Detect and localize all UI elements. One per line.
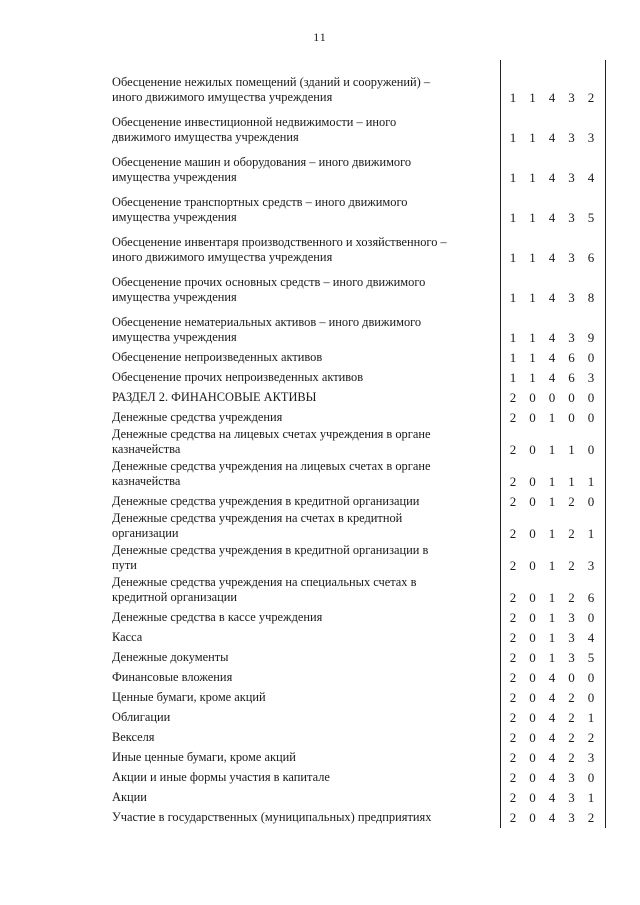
- account-code: [502, 770, 604, 785]
- account-code-digit: 1: [529, 370, 536, 385]
- account-code-digit: 9: [587, 330, 595, 345]
- table-row: [110, 728, 606, 745]
- table-row: [110, 425, 606, 457]
- account-code-digit: 3: [568, 790, 575, 805]
- account-code-digit: 2: [509, 474, 517, 489]
- account-code-digit: 2: [568, 690, 575, 705]
- account-code-digit: 1: [548, 494, 556, 509]
- account-code: [502, 90, 604, 105]
- account-code-digit: 3: [587, 370, 595, 385]
- account-code-digit: 4: [548, 750, 556, 765]
- account-code-digit: 2: [509, 630, 517, 645]
- account-code-digit: 0: [529, 410, 536, 425]
- account-code: [502, 750, 604, 765]
- account-name: Обесценение прочих основных средств – иного движимого имущества учреждения: [112, 275, 426, 304]
- account-code-digit: 1: [509, 170, 517, 185]
- account-code-digit: 1: [548, 526, 556, 541]
- account-code-digit: 5: [587, 210, 595, 225]
- account-code-digit: 1: [509, 250, 517, 265]
- table-row: [110, 648, 606, 665]
- account-code-digit: 1: [529, 350, 536, 365]
- account-name: Касса: [112, 630, 143, 644]
- account-code: [502, 390, 604, 405]
- account-code-digit: 3: [568, 770, 575, 785]
- account-code-digit: 2: [509, 650, 517, 665]
- account-code-digit: 1: [548, 410, 556, 425]
- account-code-digit: 1: [548, 558, 556, 573]
- table-row: [110, 113, 606, 145]
- account-code-digit: 0: [587, 410, 595, 425]
- account-code-digit: 1: [529, 130, 536, 145]
- account-code-digit: 4: [548, 130, 556, 145]
- account-code: [502, 650, 604, 665]
- account-code-digit: 6: [568, 370, 575, 385]
- account-code: [502, 210, 604, 225]
- account-code-digit: 1: [548, 442, 556, 457]
- account-code-digit: 1: [529, 330, 536, 345]
- account-code: [502, 558, 604, 573]
- account-code-digit: 0: [529, 558, 536, 573]
- table-row: [110, 273, 606, 305]
- account-code-digit: 4: [548, 370, 556, 385]
- account-code-digit: 0: [529, 494, 536, 509]
- account-code-digit: 2: [568, 730, 575, 745]
- table-row: [110, 153, 606, 185]
- account-code-digit: 4: [548, 710, 556, 725]
- account-name: Облигации: [112, 710, 171, 724]
- account-code-digit: 3: [587, 750, 595, 765]
- account-name: Векселя: [112, 730, 155, 744]
- account-code-digit: 1: [509, 370, 517, 385]
- account-code-digit: 6: [587, 250, 595, 265]
- account-code-digit: 2: [509, 730, 517, 745]
- table-row: [110, 708, 606, 725]
- account-code-digit: 1: [587, 526, 595, 541]
- account-code-digit: 0: [529, 730, 536, 745]
- table-row: [110, 408, 606, 425]
- table-row: [110, 788, 606, 805]
- account-code-digit: 3: [568, 610, 575, 625]
- account-code-digit: 4: [548, 90, 556, 105]
- account-code-digit: 0: [587, 494, 595, 509]
- account-code-digit: 0: [587, 770, 595, 785]
- table-row: [110, 388, 606, 405]
- account-code-digit: 4: [548, 250, 556, 265]
- table-row: [110, 768, 606, 785]
- account-code-digit: 1: [548, 630, 556, 645]
- account-name: Обесценение нежилых помещений (зданий и сооружений) – иного движимого имущества учреждения: [112, 75, 431, 104]
- account-code-digit: 3: [568, 650, 575, 665]
- account-code: [502, 690, 604, 705]
- account-code: [502, 130, 604, 145]
- table-row: [110, 193, 606, 225]
- account-code-digit: 2: [509, 810, 517, 825]
- account-name: Обесценение инвестиционной недвижимости – иного движимого имущества учреждения: [112, 115, 397, 144]
- account-code: [502, 630, 604, 645]
- account-code-digit: 1: [568, 474, 575, 489]
- account-code-digit: 3: [568, 810, 575, 825]
- account-code-digit: 0: [568, 670, 575, 685]
- account-code-digit: 2: [587, 810, 595, 825]
- account-code-digit: 1: [509, 130, 517, 145]
- account-code-digit: 2: [509, 670, 517, 685]
- table-row: [110, 668, 606, 685]
- account-name: Обесценение инвентаря производственного и хозяйственного – иного движимого имущества учреждения: [112, 235, 447, 264]
- account-code-digit: 4: [548, 670, 556, 685]
- account-code-digit: 6: [587, 590, 595, 605]
- account-code-digit: 2: [509, 770, 517, 785]
- account-code: [502, 670, 604, 685]
- account-code-digit: 5: [587, 650, 595, 665]
- account-code-digit: 1: [509, 290, 517, 305]
- account-code-digit: 3: [587, 558, 595, 573]
- account-code-digit: 4: [548, 730, 556, 745]
- account-code-digit: 0: [529, 610, 536, 625]
- account-code-digit: 0: [568, 410, 575, 425]
- account-code-digit: 0: [568, 390, 575, 405]
- table-row: [110, 573, 606, 605]
- account-code-digit: 2: [587, 730, 595, 745]
- account-code: [502, 290, 604, 305]
- account-code-digit: 4: [548, 790, 556, 805]
- table-row: [110, 808, 606, 825]
- table-row: [110, 688, 606, 705]
- account-name: Денежные средства учреждения: [112, 410, 283, 424]
- account-code-digit: 0: [529, 630, 536, 645]
- account-code-digit: 6: [568, 350, 575, 365]
- account-code: [502, 810, 604, 825]
- table-row: [110, 541, 606, 573]
- account-code-digit: 2: [568, 558, 575, 573]
- account-code-digit: 0: [529, 750, 536, 765]
- account-code-digit: 0: [548, 390, 556, 405]
- account-code-digit: 0: [529, 770, 536, 785]
- account-code-digit: 0: [587, 442, 595, 457]
- account-code: [502, 494, 604, 509]
- account-code-digit: 3: [568, 290, 575, 305]
- account-code-digit: 2: [509, 390, 517, 405]
- account-code-digit: 2: [509, 442, 517, 457]
- account-code-digit: 3: [568, 250, 575, 265]
- account-code-digit: 1: [509, 90, 517, 105]
- account-code-digit: 0: [587, 670, 595, 685]
- table-row: [110, 492, 606, 509]
- account-code: [502, 170, 604, 185]
- account-code-digit: 1: [529, 210, 536, 225]
- account-code-digit: 0: [587, 350, 595, 365]
- account-code-digit: 0: [529, 442, 536, 457]
- account-name: Обесценение непроизведенных активов: [112, 350, 323, 364]
- account-code-digit: 4: [548, 810, 556, 825]
- account-code-digit: 0: [529, 690, 536, 705]
- account-name: Участие в государственных (муниципальных) предприятиях: [112, 810, 432, 824]
- account-code-digit: 2: [568, 526, 575, 541]
- account-code-digit: 1: [548, 474, 556, 489]
- account-code-digit: 1: [529, 170, 536, 185]
- account-name: Иные ценные бумаги, кроме акций: [112, 750, 296, 764]
- account-code: [502, 710, 604, 725]
- table-row: [110, 368, 606, 385]
- account-code-digit: 1: [529, 290, 536, 305]
- page-number: 11: [313, 30, 327, 44]
- account-code-digit: 0: [529, 526, 536, 541]
- account-code-digit: 3: [568, 90, 575, 105]
- account-name: Денежные средства учреждения на специальных счетах в кредитной организации: [112, 575, 417, 604]
- account-name: РАЗДЕЛ 2. ФИНАНСОВЫЕ АКТИВЫ: [112, 390, 317, 404]
- table-row: [110, 233, 606, 265]
- account-code-digit: 0: [529, 710, 536, 725]
- account-code-digit: 1: [587, 710, 595, 725]
- account-code: [502, 610, 604, 625]
- table-row: [110, 748, 606, 765]
- account-code-digit: 1: [509, 210, 517, 225]
- account-code-digit: 2: [509, 590, 517, 605]
- account-code-digit: 2: [568, 590, 575, 605]
- table-row: [110, 509, 606, 541]
- account-code-digit: 3: [568, 630, 575, 645]
- account-code-digit: 1: [509, 350, 517, 365]
- account-code-digit: 1: [548, 590, 556, 605]
- account-name: Обесценение транспортных средств – иного движимого имущества учреждения: [112, 195, 408, 224]
- account-code: [502, 474, 604, 489]
- account-code-digit: 4: [548, 770, 556, 785]
- account-code: [502, 350, 604, 365]
- account-code-digit: 4: [548, 290, 556, 305]
- account-code-digit: 0: [529, 650, 536, 665]
- account-name: Денежные средства в кассе учреждения: [112, 610, 323, 624]
- account-code-digit: 4: [548, 350, 556, 365]
- account-code-digit: 8: [587, 290, 595, 305]
- account-name: Обесценение нематериальных активов – иного движимого имущества учреждения: [112, 315, 422, 344]
- account-code: [502, 250, 604, 265]
- table-row: [110, 628, 606, 645]
- account-code: [502, 330, 604, 345]
- account-code-digit: 1: [568, 442, 575, 457]
- account-name: Денежные средства учреждения в кредитной организации в пути: [112, 543, 429, 572]
- account-code: [502, 370, 604, 385]
- account-code-digit: 2: [568, 750, 575, 765]
- account-name: Акции и иные формы участия в капитале: [112, 770, 330, 784]
- account-code-digit: 4: [587, 630, 595, 645]
- account-code-digit: 2: [509, 750, 517, 765]
- accounts-table: [110, 60, 606, 828]
- account-code-digit: 0: [529, 790, 536, 805]
- account-name: Денежные средства учреждения в кредитной организации: [112, 494, 420, 508]
- account-name: Ценные бумаги, кроме акций: [112, 690, 266, 704]
- account-name: Обесценение машин и оборудования – иного движимого имущества учреждения: [112, 155, 412, 184]
- account-code-digit: 0: [587, 390, 595, 405]
- account-code-digit: 2: [509, 558, 517, 573]
- table-row: [110, 608, 606, 625]
- account-code: [502, 790, 604, 805]
- account-code-digit: 0: [529, 474, 536, 489]
- account-name: Денежные средства учреждения на лицевых счетах в органе казначейства: [112, 459, 431, 488]
- account-code-digit: 2: [509, 610, 517, 625]
- table-row: [110, 457, 606, 489]
- account-code: [502, 442, 604, 457]
- account-code: [502, 410, 604, 425]
- account-code-digit: 2: [509, 494, 517, 509]
- account-code-digit: 4: [587, 170, 595, 185]
- account-code-digit: 2: [568, 494, 575, 509]
- account-code-digit: 1: [587, 474, 595, 489]
- account-name: Финансовые вложения: [112, 670, 233, 684]
- account-name: Денежные средства на лицевых счетах учреждения в органе казначейства: [112, 427, 431, 456]
- account-code-digit: 2: [587, 90, 595, 105]
- account-code-digit: 2: [509, 710, 517, 725]
- account-code-digit: 1: [548, 610, 556, 625]
- account-code: [502, 526, 604, 541]
- account-code-digit: 0: [529, 670, 536, 685]
- account-code-digit: 4: [548, 210, 556, 225]
- account-code-digit: 1: [587, 790, 595, 805]
- account-code-digit: 2: [509, 690, 517, 705]
- account-code-digit: 2: [509, 526, 517, 541]
- account-code-digit: 1: [529, 250, 536, 265]
- account-code-digit: 0: [529, 390, 536, 405]
- account-code-digit: 2: [568, 710, 575, 725]
- account-code-digit: 0: [529, 590, 536, 605]
- account-code: [502, 730, 604, 745]
- account-code-digit: 3: [568, 210, 575, 225]
- table-row: [110, 348, 606, 365]
- account-name: Обесценение прочих непроизведенных активов: [112, 370, 364, 384]
- account-code-digit: 1: [509, 330, 517, 345]
- account-code-digit: 0: [587, 690, 595, 705]
- account-name: Денежные средства учреждения на счетах в кредитной организации: [112, 511, 403, 540]
- account-code: [502, 590, 604, 605]
- account-name: Денежные документы: [112, 650, 229, 664]
- account-code-digit: 4: [548, 690, 556, 705]
- account-code-digit: 3: [568, 170, 575, 185]
- account-code-digit: 3: [568, 330, 575, 345]
- account-code-digit: 1: [548, 650, 556, 665]
- account-code-digit: 2: [509, 790, 517, 805]
- account-code-digit: 1: [529, 90, 536, 105]
- table-row: [110, 313, 606, 345]
- account-code-digit: 0: [587, 610, 595, 625]
- account-code-digit: 2: [509, 410, 517, 425]
- account-code-digit: 4: [548, 170, 556, 185]
- account-name: Акции: [112, 790, 147, 804]
- account-code-digit: 3: [568, 130, 575, 145]
- account-code-digit: 3: [587, 130, 595, 145]
- account-code-digit: 0: [529, 810, 536, 825]
- table-row: [110, 73, 606, 105]
- account-code-digit: 4: [548, 330, 556, 345]
